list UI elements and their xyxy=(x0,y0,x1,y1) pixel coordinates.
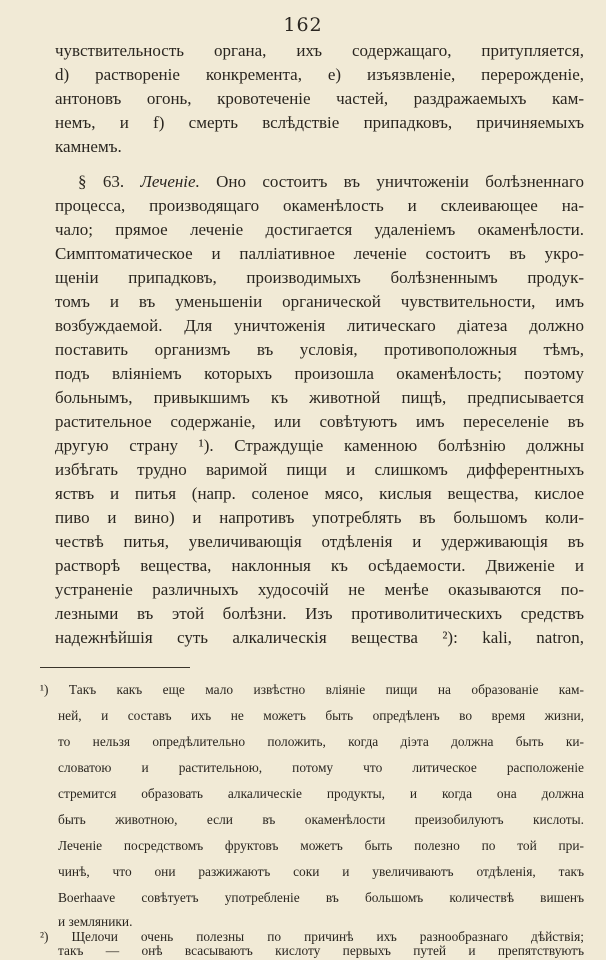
text-line: чало; прямое леченіе достигается удаленіемъ окаменѣлости. xyxy=(55,220,584,239)
footnote-line: стремится образовать алкалическіе продукты, и когда она должна xyxy=(58,786,584,801)
footnote-line: ¹) Такъ какъ еще мало извѣстно вліяніе пищи на образованіе кам- xyxy=(40,682,584,697)
text-line: пиво и вино) и напротивъ употреблять въ большомъ коли- xyxy=(55,508,584,527)
text-line: растительное содержаніе, или совѣтуютъ имъ переселеніе въ xyxy=(55,412,584,431)
text-line: лезными въ этой болѣзни. Изъ противолитическихъ средствъ xyxy=(55,604,584,623)
footnote-line: то нельзя опредѣлительно положить, когда діэта должна быть ки- xyxy=(58,734,584,749)
footnote-line: ней, и составъ ихъ не можетъ быть опредѣленъ во время жизни, xyxy=(58,708,584,723)
text-line: поставить организмъ въ условія, противоположныя тѣмъ, xyxy=(55,340,584,359)
text-line: возбуждаемой. Для уничтоженія литическаго діатеза должно xyxy=(55,316,584,335)
footnote-line: такъ — онѣ всасываютъ кислоту первыхъ путей и препятствуютъ xyxy=(58,943,584,958)
text-line: d) раствореніе конкремента, е) изъязвленіе, перерожденіе, xyxy=(55,65,584,84)
text-line: немъ, и f) смерть вслѣдствіе припадковъ, причиняемыхъ xyxy=(55,113,584,132)
text-line: устраненіе различныхъ худосочій не менѣе оказываются по- xyxy=(55,580,584,599)
text-line: Симптоматическое и палліативное леченіе состоитъ въ укро- xyxy=(55,244,584,263)
text-line: избѣгать трудно варимой пищи и слишкомъ дифферентныхъ xyxy=(55,460,584,479)
footnote-line: чинѣ, что они разжижаютъ соки и увеличиваютъ отдѣленія, такъ xyxy=(58,864,584,879)
text-line: больнымъ, привыкшимъ къ животной пищѣ, предписывается xyxy=(55,388,584,407)
footnote-line: словатою и растительною, потому что литическое расположеніе xyxy=(58,760,584,775)
text-line: антоновъ огонь, кровотеченіе частей, раздражаемыхъ кам- xyxy=(55,89,584,108)
text-line: чествѣ питья, увеличивающія отдѣленія и удерживающія въ xyxy=(55,532,584,551)
text-line: камнемъ. xyxy=(55,137,122,156)
page-number: 162 xyxy=(283,14,323,36)
text-line: процесса, производящаго окаменѣлость и склеивающее на- xyxy=(55,196,584,215)
text-line: подъ вліяніемъ которыхъ произошла окаменѣлость; поэтому xyxy=(55,364,584,383)
text-line: щеніи припадковъ, производимыхъ болѣзненнымъ продук- xyxy=(55,268,584,287)
section-heading-line: § 63. Леченіе. Оно состоитъ въ уничтоженіи болѣзненнаго xyxy=(78,172,584,191)
footnote-line: Леченіе посредствомъ фруктовъ можетъ быть полезно по той при- xyxy=(58,838,584,853)
footnote-line: ²) Щелочи очень полезны по причинѣ ихъ разнообразнаго дѣйствія; xyxy=(40,929,584,944)
footnote-line: Boerhaave совѣтуетъ употребленіе въ большомъ количествѣ вишенъ xyxy=(58,890,584,905)
text-line: другую страну ¹). Страждущіе каменною болѣзнію должны xyxy=(55,436,584,455)
text-line: томъ и въ уменьшеніи органической чувствительности, имъ xyxy=(55,292,584,311)
footnote-divider xyxy=(40,667,190,668)
text-line: чувствительность органа, ихъ содержащаго, притупляется, xyxy=(55,41,584,60)
section-title: Леченіе. xyxy=(140,172,200,191)
footnote-line: и земляники. xyxy=(58,914,133,929)
text-line: надежнѣйшія суть алкалическія вещества ²): kali, natron, xyxy=(55,628,584,647)
text-line: яствъ и питья (напр. соленое мясо, кислыя вещества, кислое xyxy=(55,484,584,503)
footnote-line: быть животною, если въ окаменѣлости преизобилуютъ кислоты. xyxy=(58,812,584,827)
text-line: растворѣ вещества, наклонныя къ осѣдаемости. Движеніе и xyxy=(55,556,584,575)
